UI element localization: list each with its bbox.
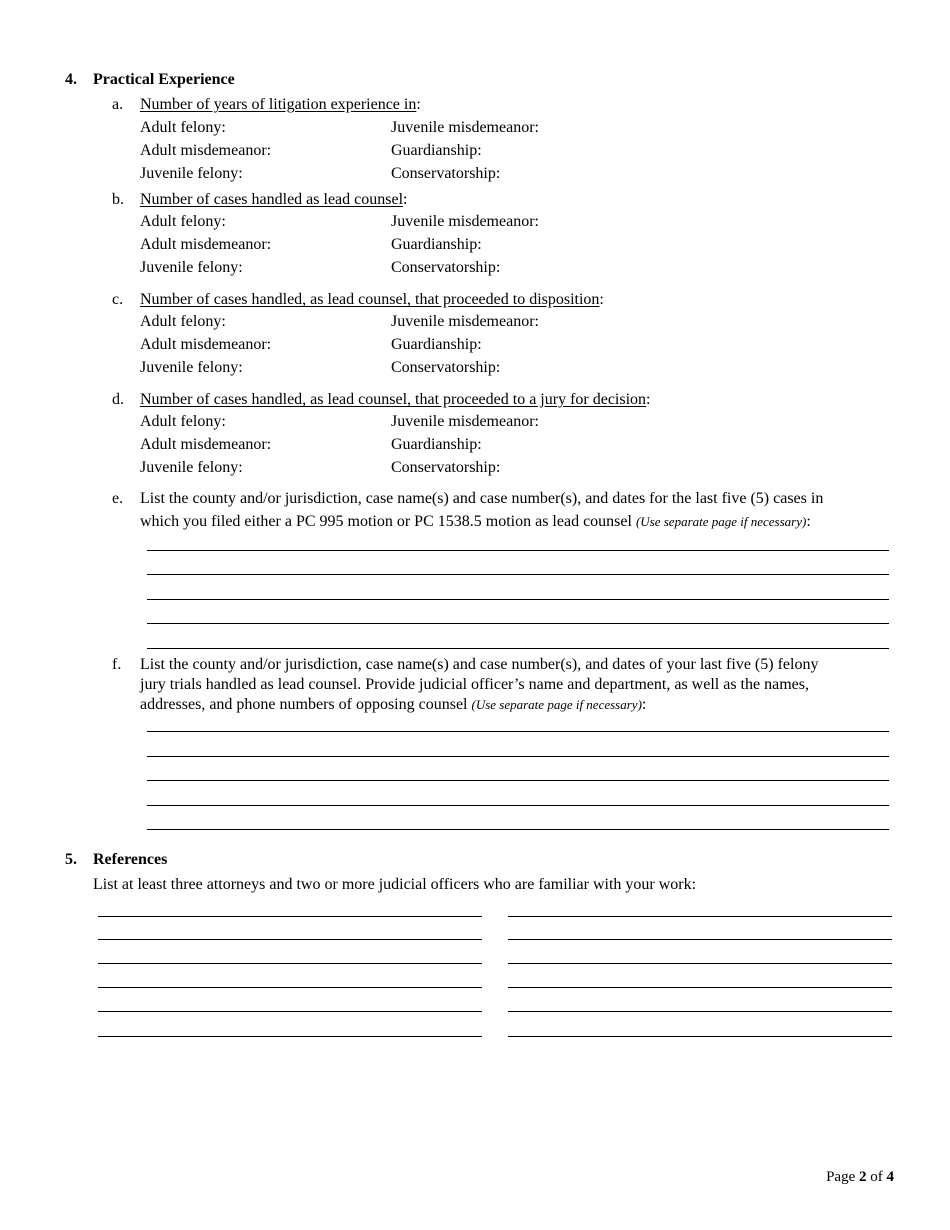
item-a-conservatorship: Conservatorship: (391, 165, 501, 182)
item-b-heading-text: Number of cases handled as lead counsel (140, 191, 404, 208)
reference-right-line-5[interactable] (508, 1011, 892, 1012)
reference-right-line-2[interactable] (508, 939, 892, 940)
item-d-letter: d. (112, 391, 124, 408)
item-d-conservatorship: Conservatorship: (391, 459, 501, 476)
item-f-line-3 (140, 697, 646, 713)
page-label: Page (826, 1169, 859, 1185)
item-c-juvenile-misdemeanor: Juvenile misdemeanor: (391, 313, 539, 330)
reference-left-line-6[interactable] (98, 1036, 482, 1037)
item-a-colon: : (416, 96, 421, 113)
item-e-answer-line-3[interactable] (147, 599, 889, 600)
page-of-label: of (866, 1169, 887, 1185)
item-c-letter: c. (112, 291, 124, 308)
item-d-adult-misdemeanor: Adult misdemeanor: (140, 436, 272, 453)
item-e-line-2 (140, 514, 811, 530)
item-f-answer-line-1[interactable] (147, 731, 889, 732)
item-b-letter: b. (112, 191, 124, 208)
section-5-number: 5. (65, 851, 77, 868)
reference-left-line-3[interactable] (98, 963, 482, 964)
item-f-answer-line-2[interactable] (147, 756, 889, 757)
item-b-juvenile-misdemeanor: Juvenile misdemeanor: (391, 213, 539, 230)
item-f-colon: : (641, 696, 647, 713)
item-d-heading-text: Number of cases handled, as lead counsel, that proceeded to a jury for decision (140, 391, 647, 408)
item-f-line-2: jury trials handled as lead counsel. Provide judicial officer’s name and department, as well as the names, (140, 676, 809, 693)
item-b-adult-felony: Adult felony: (140, 213, 226, 230)
item-b-conservatorship: Conservatorship: (391, 259, 501, 276)
reference-right-line-1[interactable] (508, 916, 892, 917)
section-4-number: 4. (65, 71, 77, 88)
item-b-colon: : (403, 191, 408, 208)
item-d-guardianship: Guardianship: (391, 436, 482, 453)
references-instruction: List at least three attorneys and two or more judicial officers who are familiar with your work: (93, 876, 697, 893)
item-d-heading (140, 392, 651, 408)
item-b-adult-misdemeanor: Adult misdemeanor: (140, 236, 272, 253)
item-c-heading-text: Number of cases handled, as lead counsel, that proceeded to disposition (140, 291, 600, 308)
section-4-heading: Practical Experience (93, 71, 235, 88)
item-f-line-3-text: addresses, and phone numbers of opposing counsel (140, 696, 472, 713)
item-c-heading (140, 292, 604, 308)
page-current: 2 (859, 1169, 867, 1185)
reference-left-line-4[interactable] (98, 987, 482, 988)
item-a-juvenile-misdemeanor: Juvenile misdemeanor: (391, 119, 539, 136)
reference-left-line-5[interactable] (98, 1011, 482, 1012)
item-f-note: (Use separate page if necessary) (471, 697, 642, 712)
item-e-letter: e. (112, 490, 124, 507)
item-e-answer-line-1[interactable] (147, 550, 889, 551)
item-c-adult-felony: Adult felony: (140, 313, 226, 330)
item-c-colon: : (599, 291, 604, 308)
item-a-adult-misdemeanor: Adult misdemeanor: (140, 142, 272, 159)
item-c-juvenile-felony: Juvenile felony: (140, 359, 243, 376)
item-a-heading (140, 97, 421, 113)
item-e-answer-line-4[interactable] (147, 623, 889, 624)
item-e-note: (Use separate page if necessary) (635, 514, 807, 529)
item-b-heading (140, 192, 407, 208)
item-d-colon: : (646, 391, 651, 408)
page-total: 4 (886, 1169, 894, 1185)
item-a-letter: a. (112, 96, 124, 113)
item-e-answer-line-5[interactable] (147, 648, 889, 649)
item-d-adult-felony: Adult felony: (140, 413, 226, 430)
item-f-answer-line-3[interactable] (147, 780, 889, 781)
item-e-line-1: List the county and/or jurisdiction, case name(s) and case number(s), and dates for the last five (5) cases in (140, 490, 824, 507)
item-f-letter: f. (112, 656, 122, 673)
reference-left-line-1[interactable] (98, 916, 482, 917)
section-5-heading: References (93, 851, 168, 868)
reference-right-line-3[interactable] (508, 963, 892, 964)
item-f-answer-line-4[interactable] (147, 805, 889, 806)
page-number (826, 1170, 894, 1185)
item-d-juvenile-felony: Juvenile felony: (140, 459, 243, 476)
item-c-conservatorship: Conservatorship: (391, 359, 501, 376)
item-f-answer-line-5[interactable] (147, 829, 889, 830)
item-b-juvenile-felony: Juvenile felony: (140, 259, 243, 276)
item-a-juvenile-felony: Juvenile felony: (140, 165, 243, 182)
item-e-line-2-text: which you filed either a PC 995 motion or PC 1538.5 motion as lead counsel (140, 513, 636, 530)
item-e-answer-line-2[interactable] (147, 574, 889, 575)
item-b-guardianship: Guardianship: (391, 236, 482, 253)
item-d-juvenile-misdemeanor: Juvenile misdemeanor: (391, 413, 539, 430)
item-a-guardianship: Guardianship: (391, 142, 482, 159)
reference-right-line-4[interactable] (508, 987, 892, 988)
item-a-heading-text: Number of years of litigation experience in (140, 96, 417, 113)
item-c-adult-misdemeanor: Adult misdemeanor: (140, 336, 272, 353)
item-a-adult-felony: Adult felony: (140, 119, 226, 136)
item-e-colon: : (806, 513, 811, 530)
reference-left-line-2[interactable] (98, 939, 482, 940)
item-c-guardianship: Guardianship: (391, 336, 482, 353)
reference-right-line-6[interactable] (508, 1036, 892, 1037)
item-f-line-1: List the county and/or jurisdiction, case name(s) and case number(s), and dates of your last five (5) felony (140, 656, 819, 673)
